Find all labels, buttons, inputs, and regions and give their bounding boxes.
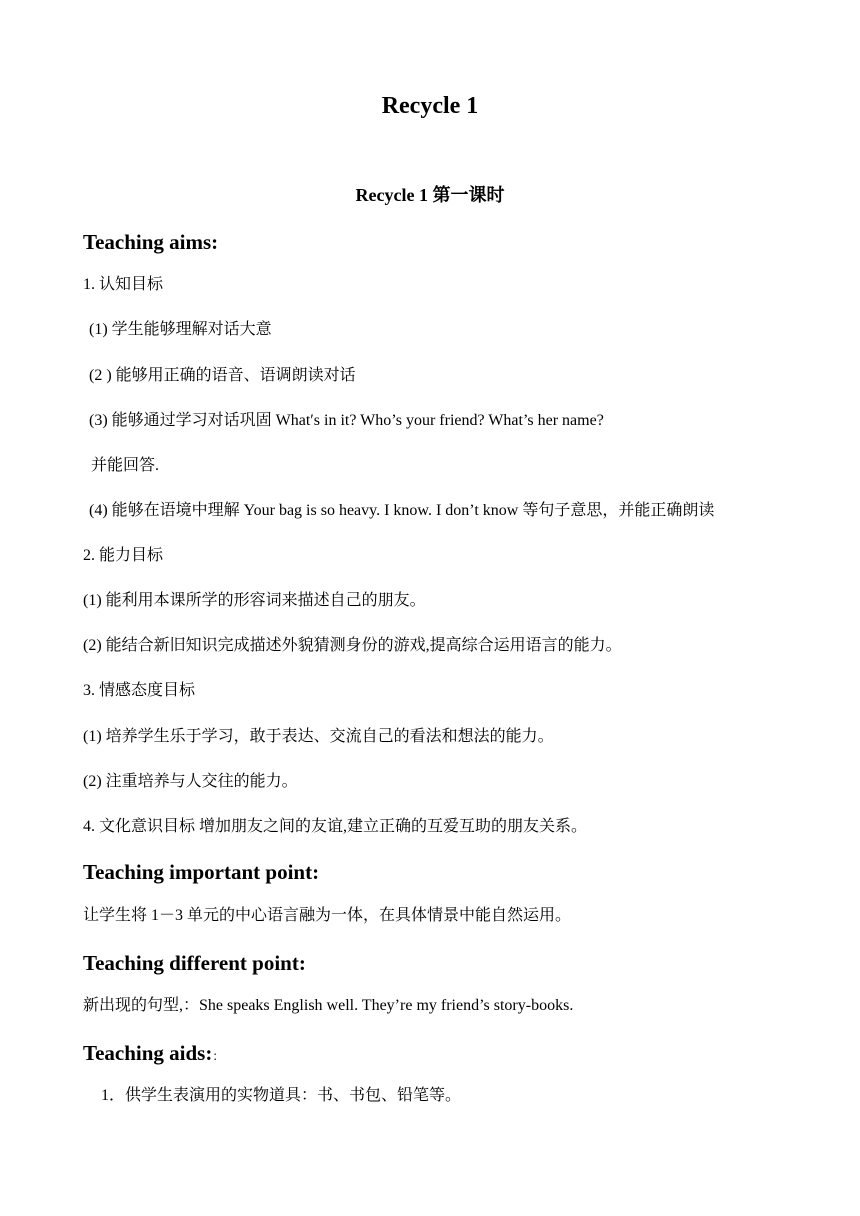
aim-line: 1. 认知目标 xyxy=(83,276,164,293)
different-point-heading: Teaching different point: xyxy=(83,951,306,975)
aids-heading xyxy=(83,1040,224,1069)
different-point-text: 新出现的句型,：She speaks English well. They’re my friend’s story-books. xyxy=(83,997,574,1014)
aim-line: 并能回答. xyxy=(91,457,160,474)
document-title: Recycle 1 xyxy=(381,93,479,119)
aims-heading: Teaching aims: xyxy=(83,230,219,254)
aim-line: (4) 能够在语境中理解 Your bag is so heavy. I know. I don’t know 等句子意思，并能正确朗读 xyxy=(89,502,715,519)
aim-line: (2 ) 能够用正确的语音、语调朗读对话 xyxy=(89,367,356,384)
aim-line: (1) 能利用本课所学的形容词来描述自己的朋友。 xyxy=(83,592,426,609)
aim-line: (3) 能够通过学习对话巩固 What′s in it? Who’s your friend? What’s her name? xyxy=(89,412,604,429)
aids-text: 1．供学生表演用的实物道具：书、书包、铅笔等。 xyxy=(101,1087,462,1104)
aim-line: (1) 培养学生乐于学习，敢于表达、交流自己的看法和想法的能力。 xyxy=(83,728,554,745)
lesson-subtitle: Recycle 1 第一课时 xyxy=(355,185,505,205)
aim-line: 3. 情感态度目标 xyxy=(83,682,196,699)
important-point-text: 让学生将 1－3 单元的中心语言融为一体，在具体情景中能自然运用。 xyxy=(83,907,572,924)
aim-line: (2) 注重培养与人交往的能力。 xyxy=(83,773,298,790)
aim-line: 4. 文化意识目标 增加朋友之间的友谊,建立正确的互爱互助的朋友关系。 xyxy=(83,818,588,835)
aim-line: (1) 学生能够理解对话大意 xyxy=(89,321,272,338)
aim-line: (2) 能结合新旧知识完成描述外貌猜测身份的游戏,提高综合运用语言的能力。 xyxy=(83,637,622,654)
important-point-heading: Teaching important point: xyxy=(83,860,320,884)
aids-heading-suffix: ： xyxy=(212,1049,225,1063)
aids-heading-text: Teaching aids: xyxy=(83,1041,213,1065)
aim-line: 2. 能力目标 xyxy=(83,547,164,564)
